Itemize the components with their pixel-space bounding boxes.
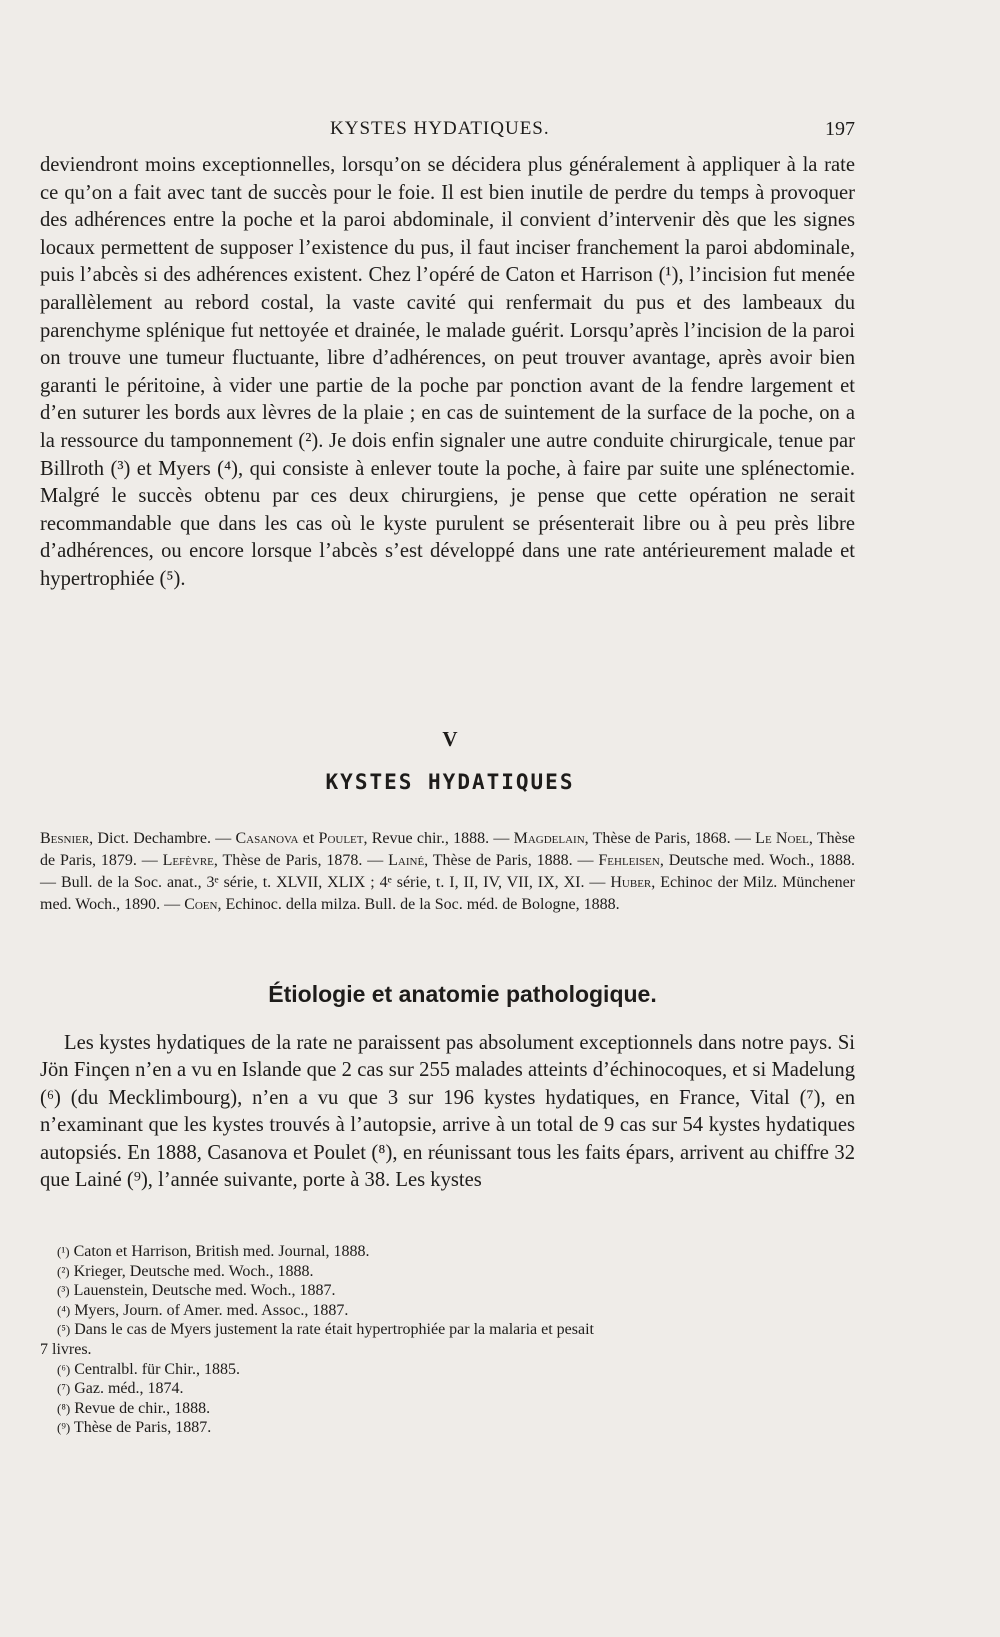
bib-author: Le Noel bbox=[755, 830, 809, 847]
bib-entry bbox=[514, 830, 756, 847]
footnote bbox=[40, 1360, 855, 1380]
footnote-text: Myers, Journ. of Amer. med. Assoc., 1887. bbox=[74, 1301, 349, 1319]
bib-author: Fehleisen bbox=[598, 852, 660, 869]
intro-text bbox=[40, 1030, 855, 1194]
body-text bbox=[40, 152, 855, 594]
footnote bbox=[40, 1399, 855, 1419]
bib-work: , Thèse de Paris, 1888. — bbox=[424, 852, 599, 869]
bib-entry bbox=[319, 830, 514, 847]
bib-work: , Thèse de Paris, 1878. — bbox=[213, 852, 389, 869]
bib-work: , Echinoc. della milza. Bull. de la Soc. méd. de Bologne, 1888. bbox=[217, 896, 620, 913]
footnote bbox=[40, 1262, 855, 1282]
bib-work: , Thèse de Paris, 1879. — bbox=[40, 830, 856, 869]
footnote bbox=[40, 1301, 855, 1321]
footnote-number: (⁶) bbox=[57, 1361, 71, 1377]
bib-author: Casanova bbox=[235, 830, 299, 847]
footnote-text: Centralbl. für Chir., 1885. bbox=[74, 1360, 240, 1378]
bib-author: Lefèvre bbox=[162, 852, 214, 869]
section-number: V bbox=[442, 727, 458, 751]
footnote bbox=[40, 1379, 855, 1399]
bib-author: Huber bbox=[610, 874, 652, 891]
subsection-title: Étiologie et anatomie pathologique. bbox=[268, 981, 657, 1007]
footnote-number: (⁴) bbox=[57, 1302, 71, 1318]
footnote-text: Revue de chir., 1888. bbox=[74, 1399, 211, 1417]
bib-work: , Revue chir., 1888. — bbox=[363, 830, 514, 847]
footnote-number: (³) bbox=[57, 1283, 70, 1299]
footnotes bbox=[40, 1242, 855, 1438]
footnote-text: Gaz. méd., 1874. bbox=[74, 1380, 184, 1398]
footnote-number: (¹) bbox=[57, 1244, 70, 1259]
footnote-number: (⁷) bbox=[57, 1381, 71, 1397]
footnote-number: (⁸) bbox=[57, 1400, 71, 1416]
footnote-text: Lauenstein, Deutsche med. Woch., 1887. bbox=[73, 1282, 336, 1300]
footnote-text: Dans le cas de Myers justement la rate était hypertrophiée par la malaria et pesait bbox=[74, 1321, 594, 1339]
intro-paragraph: Les kystes hydatiques de la rate ne paraissent pas absolument exceptionnels dans notre pays. Si Jön Finçen n’en a vu en Islande que 2 cas sur 255 malades atteints d’échinocoques, et si Madelung (⁶) (du Mecklimbourg), n’en a vu que 3 sur 196 kystes hydatiques, en France, Vital (⁷), en n’examinant que les kystes trouvés à l’autopsie, arrive à un total de 9 cas sur 54 kystes hydatiques autopsiés. En 1888, Casanova et Poulet (⁸), en réunissant tous les faits épars, arrivent au chiffre 32 que Lainé (⁹), l’année suivante, porte à 38. Les kystes bbox=[40, 1032, 855, 1192]
footnote-text: Caton et Harrison, British med. Journal, 1888. bbox=[73, 1243, 370, 1260]
footnote-number: (⁹) bbox=[57, 1420, 71, 1436]
footnote-text: 7 livres. bbox=[40, 1340, 92, 1358]
bib-entry bbox=[184, 896, 619, 913]
body-paragraph: deviendront moins exceptionnelles, lorsqu’on se décidera plus généralement à appliquer à la rate ce qu’on a fait avec tant de succès pour le foie. Il est bien inutile de perdre du temps à provoquer des adhérences entre la poche et la paroi abdominale, il convient d’intervenir dès que les signes locaux permettent de supposer l’existence du pus, il faut inciser franchement la paroi abdominale, puis l’abcès si des adhérences existent. Chez l’opéré de Caton et Harrison (¹), l’incision fut menée parallèlement au rebord costal, la vaste cavité qui renfermait du pus et des lambeaux du parenchyme splénique fut nettoyée et drainée, le malade guérit. Lorsqu’après l’incision de la paroi on trouve une tumeur fluctuante, libre d’adhérences, on peut trouver avantage, après avoir bien garanti le péritoine, à vider une partie de la poche par ponction avant de la fendre largement et d’en suturer les bords aux lèvres de la plaie ; en cas de suintement de la surface de la poche, on a la ressource du tamponnement (²). Je dois enfin signaler une autre conduite chirurgicale, tenue par Billroth (³) et Myers (⁴), qui consiste à enlever toute la poche, à faire par suite une splénectomie. Malgré le succès obtenu par ces deux chirurgiens, je pense que cette opération ne serait recommandable que dans les cas où le kyste purulent se présenterait libre ou à peu près libre d’adhérences, ou encore lorsque l’abcès s’est développé dans une rate antérieurement malade et hypertrophiée (⁵). bbox=[40, 154, 855, 590]
section-title: KYSTES HYDATIQUES bbox=[325, 770, 575, 794]
bib-author: Besnier bbox=[40, 830, 90, 847]
footnote-number: (⁵) bbox=[57, 1322, 71, 1338]
footnote bbox=[40, 1242, 855, 1262]
bib-author: Poulet bbox=[318, 830, 364, 847]
page-number: 197 bbox=[825, 118, 855, 140]
bib-entry bbox=[163, 852, 389, 869]
footnote-number: (²) bbox=[57, 1263, 70, 1279]
footnote bbox=[40, 1281, 855, 1301]
bib-entry bbox=[388, 852, 598, 869]
bib-work: , Echinoc der Milz. Münchener med. Woch., 1890. — bbox=[40, 874, 855, 913]
bib-work: et bbox=[298, 830, 319, 847]
footnote-continuation bbox=[40, 1340, 855, 1360]
bib-work: , Deutsche med. Woch., 1888. — Bull. de la Soc. anat., 3ᵉ série, t. XLVII, XLIX ; 4ᵉ série, t. I, II, IV, VII, IX, XI. — bbox=[40, 852, 856, 891]
page-header bbox=[40, 118, 855, 144]
bib-entry bbox=[40, 830, 235, 847]
bibliography bbox=[40, 828, 855, 916]
running-title: KYSTES HYDATIQUES. bbox=[330, 118, 550, 139]
bib-work: , Thèse de Paris, 1868. — bbox=[584, 830, 756, 847]
footnote bbox=[40, 1418, 855, 1438]
footnote-text: Thèse de Paris, 1887. bbox=[73, 1419, 212, 1437]
bib-author: Coen bbox=[184, 896, 218, 913]
bib-author: Lainé bbox=[388, 852, 425, 869]
bib-work: , Dict. Dechambre. — bbox=[89, 830, 236, 847]
footnote bbox=[40, 1320, 855, 1340]
footnote-text: Krieger, Deutsche med. Woch., 1888. bbox=[73, 1262, 314, 1280]
bib-entry bbox=[235, 830, 318, 847]
bib-author: Magdelain bbox=[513, 830, 585, 847]
